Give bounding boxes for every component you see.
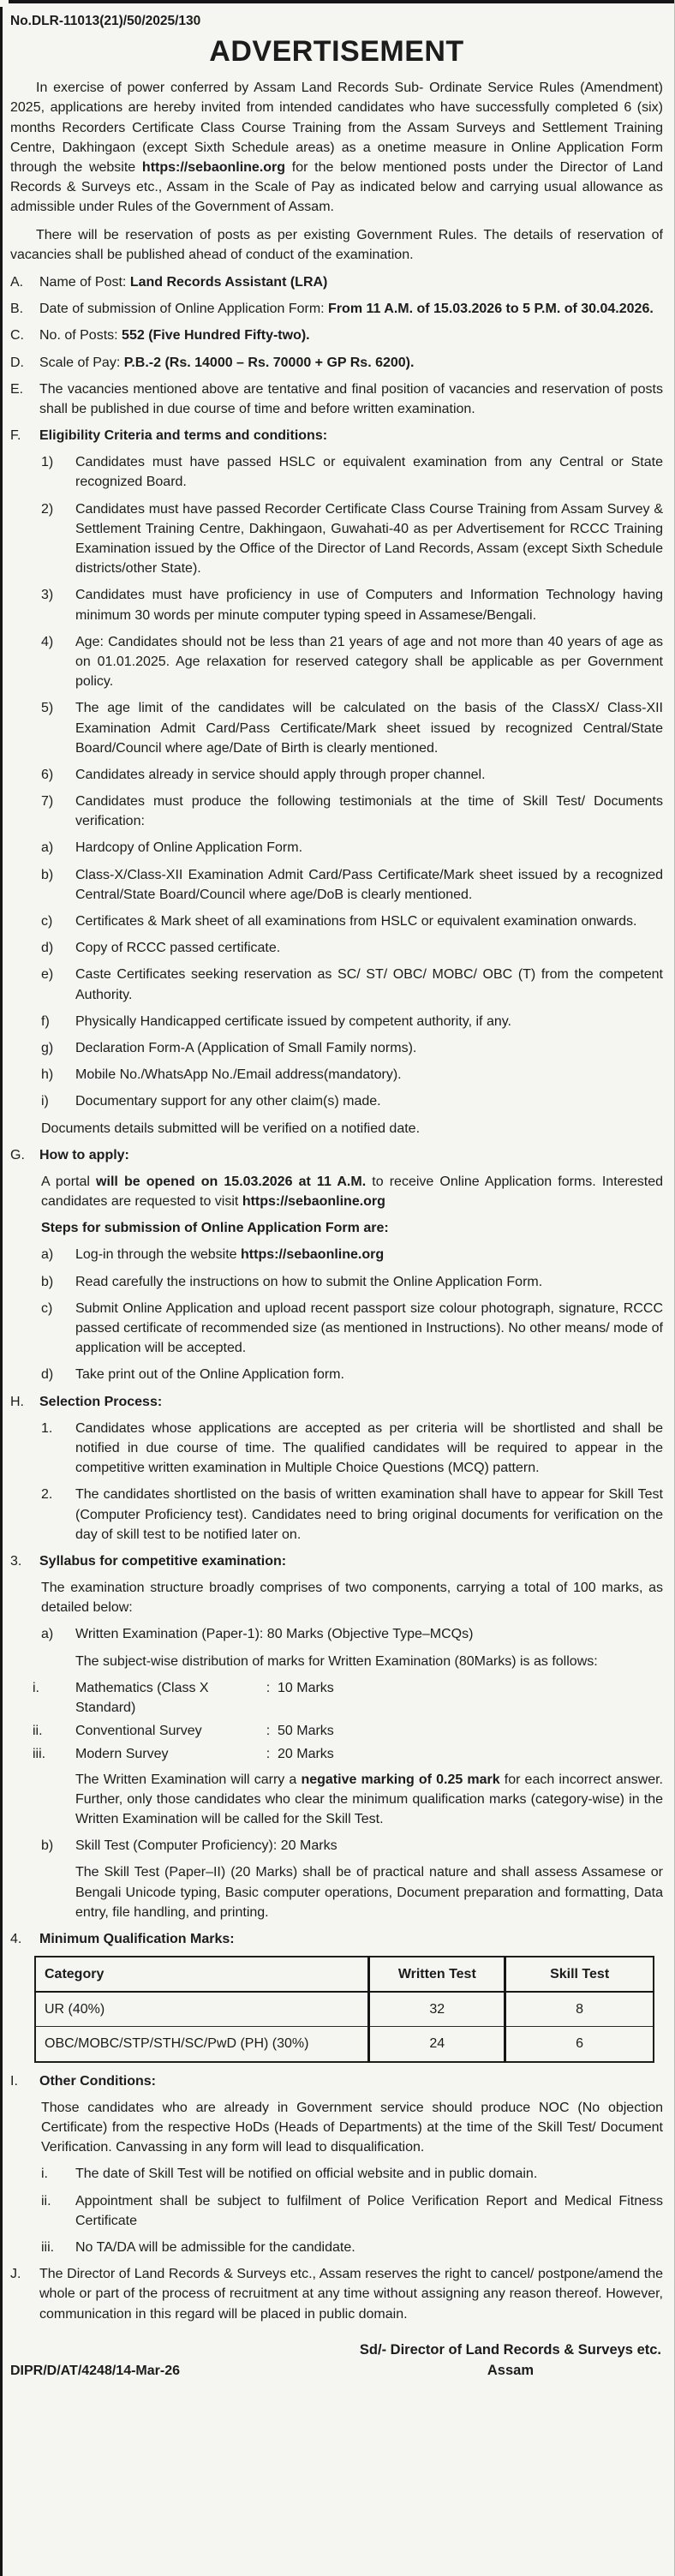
other-iii-label: iii. (41, 2239, 55, 2255)
marks-2-colon: : (266, 1724, 271, 1739)
scan-edge-left (0, 7, 3, 2576)
item-d-label: D. (10, 355, 24, 370)
website-url: https://sebaonline.org (141, 160, 286, 176)
eligibility-heading: Eligibility Criteria and terms and conditions: (39, 428, 328, 444)
document-h-text: Mobile No./WhatsApp No./Email address(mandatory). (75, 1067, 402, 1083)
signature-line-1: Sd/- Director of Land Records & Surveys etc. (359, 2341, 661, 2358)
qualification-table-header (35, 1957, 654, 1992)
document-b-label: b) (41, 867, 54, 882)
condition-4-label: 4) (41, 634, 54, 649)
skill-test-text: Skill Test (Computer Proficiency): 20 Marks (75, 1838, 338, 1854)
document-item-h (41, 1065, 663, 1085)
item-f-label: F. (10, 428, 21, 444)
step-a-label: a) (41, 1247, 54, 1263)
item-a-pre: Name of Post: (39, 274, 130, 290)
negative-pre: The Written Examination will carry a (75, 1772, 302, 1787)
marks-3-value: 20 Marks (278, 1747, 334, 1762)
signature-block (360, 2340, 661, 2382)
condition-3-label: 3) (41, 588, 54, 603)
page-title: ADVERTISEMENT (209, 35, 464, 69)
syllabus-heading: Syllabus for competitive examination: (39, 1553, 287, 1569)
item-d-body (39, 353, 663, 373)
item-h-heading-row (10, 1392, 663, 1412)
cell-obc-skill: 6 (505, 2027, 654, 2062)
marks-2-value: 50 Marks (278, 1724, 334, 1739)
other-conditions-heading: Other Conditions: (39, 2073, 156, 2089)
document-f-text: Physically Handicapped certificate issued by competent authority, if any. (75, 1013, 511, 1029)
intro-p1-post: for the below mentioned posts under the Director of Land Records & Surveys etc., Assam in the Scale of Pay as indicated below and carrying usual allowance as admissible under Rules of the Government of Assam. (10, 160, 664, 215)
other-condition-iii (41, 2238, 663, 2257)
scan-edge-top (9, 0, 675, 3)
item-e-label: E. (10, 381, 24, 397)
intro-paragraph-2: There will be reservation of posts as per existing Government Rules. The details of reservation of vacancies shall be published ahead of conduct of the examination. (10, 227, 663, 262)
written-exam-item (41, 1624, 663, 1644)
item-b-pre: Date of submission of Online Application Form: (39, 302, 329, 317)
skill-test-item (41, 1836, 663, 1856)
negative-marking-note (75, 1770, 663, 1830)
selection-process-heading: Selection Process: (39, 1394, 163, 1409)
other-ii-label: ii. (41, 2193, 51, 2208)
posts-count-value: 552 (Five Hundred Fifty-two). (122, 328, 310, 344)
condition-item-4 (41, 632, 663, 692)
steps-heading: Steps for submission of Online Application Form are: (41, 1221, 389, 1236)
marks-1-label: i. (33, 1680, 39, 1695)
item-a-body (39, 272, 663, 292)
condition-1-label: 1) (41, 455, 54, 470)
documents-list (10, 838, 663, 1111)
item-c-pre: No. of Posts: (39, 328, 122, 344)
marks-3-label: iii. (33, 1747, 46, 1762)
cell-ur-category: UR (40%) (35, 1992, 369, 2027)
written-exam-text: Written Examination (Paper-1): 80 Marks (Objective Type–MCQs) (75, 1627, 474, 1642)
table-row-obc (35, 2027, 654, 2062)
other-conditions-list (10, 2164, 663, 2257)
step-item-c (41, 1299, 663, 1359)
portal-url: https://sebaonline.org (242, 1194, 385, 1210)
document-e-text: Caste Certificates seeking reservation as SC/ ST/ OBC/ MOBC/ OBC (T) from the competent Authority. (75, 967, 663, 1002)
selection-1-label: 1. (41, 1420, 53, 1436)
step-b-text: Read carefully the instructions on how to submit the Online Application Form. (75, 1274, 543, 1289)
eligibility-list (10, 452, 663, 831)
item-b (10, 299, 663, 319)
item-c-label: C. (10, 328, 24, 344)
step-item-b (41, 1272, 663, 1292)
document-a-text: Hardcopy of Online Application Form. (75, 840, 303, 856)
ref-number: No.DLR-11013(21)/50/2025/130 (10, 14, 201, 28)
steps-list (10, 1245, 663, 1384)
item-j-label: J. (10, 2267, 21, 2282)
condition-item-3 (41, 585, 663, 625)
step-c-text: Submit Online Application and upload recent passport size colour photograph, signature, RCCC passed certificate of recommended size (as mentioned in Instructions). No other means/ mode of application will be accepted. (75, 1300, 663, 1356)
post-name-value: Land Records Assistant (LRA) (129, 274, 328, 290)
condition-2-text: Candidates must have passed Recorder Certificate Class Course Training from Assam Survey & Settlement Training Centre, Dakhingaon, Guwahati-40 as per Advertisement for RCCC Training Examination issued by the Office of the Director of Land Records, Assam (except Sixth Schedule districts/other State). (75, 501, 663, 577)
condition-item-5 (41, 698, 663, 758)
step-a-url: https://sebaonline.org (241, 1247, 385, 1263)
item-e-body: The vacancies mentioned above are tentative and final position of vacancies and reservation of posts shall be published in due course of time and before written examination. (39, 381, 663, 416)
submission-dates-value: From 11 A.M. of 15.03.2026 to 5 P.M. of 30.04.2026. (328, 302, 654, 317)
skill-test-body: The Skill Test (Paper–II) (20 Marks) shall be of practical nature and shall assess Assamese or Bengali Unicode typing, Basic computer operations, Document preparation and formatting, Data entry, file handling, and printing. (75, 1865, 663, 1920)
other-i-text: The date of Skill Test will be notified on official website and in public domain. (75, 2167, 538, 2182)
document-g-label: g) (41, 1040, 54, 1055)
item-d-pre: Scale of Pay: (39, 355, 124, 370)
marks-1-value: 10 Marks (278, 1680, 334, 1695)
document-c-text: Certificates & Mark sheet of all examinations from HSLC or equivalent examination onwards. (75, 914, 637, 929)
intro-p1-pre: In exercise of power conferred by Assam Land Records Sub- Ordinate Service Rules (Amendment) 2025, applications are hereby invited from intended candidates who have successfully completed 6 (six) months Recorders Certificate Class Course Training from the Assam Surveys and Settlement Training Centre, Dakhingaon (except Sixth Schedule areas) as a onetime measure in Online Application Form through the website (10, 81, 663, 176)
step-d-label: d) (41, 1367, 54, 1383)
item-d (10, 353, 663, 373)
condition-item-1 (41, 452, 663, 492)
condition-1-text: Candidates must have passed HSLC or equivalent examination from any Central or State recognized Board. (75, 455, 663, 490)
document-a-label: a) (41, 840, 54, 856)
step-item-a (41, 1245, 663, 1264)
condition-item-2 (41, 499, 663, 579)
document-c-label: c) (41, 914, 53, 929)
step-a-pre: Log-in through the website (75, 1247, 242, 1263)
document-item-i (41, 1091, 663, 1111)
condition-4-text: Age: Candidates should not be less than 21 years of age and not more than 40 years of age as on 01.01.2025. Age relaxation for reserved category shall be applicable as per Government policy. (75, 634, 663, 690)
signature-line-2: Assam (487, 2363, 535, 2379)
header-category: Category (35, 1957, 369, 1992)
item-j (10, 2264, 663, 2324)
step-item-d (41, 1365, 663, 1384)
document-item-e (41, 965, 663, 1004)
marks-3-colon: : (266, 1747, 271, 1762)
item-g-label: G. (10, 1147, 25, 1162)
portal-mid: to receive Online Application forms. Interested candidates are requested to visit (41, 1174, 664, 1210)
syllabus-heading-row (10, 1551, 663, 1571)
footer-ref: DIPR/D/AT/4248/14-Mar-26 (10, 2364, 180, 2379)
other-conditions-heading-row (10, 2071, 663, 2091)
condition-5-label: 5) (41, 701, 54, 716)
skill-test-label: b) (41, 1838, 54, 1854)
cell-ur-skill: 8 (505, 1992, 654, 2027)
other-condition-ii (41, 2191, 663, 2231)
cell-obc-category: OBC/MOBC/STP/STH/SC/PwD (PH) (30%) (35, 2027, 369, 2062)
item-c-body (39, 326, 663, 345)
header-skill-test: Skill Test (505, 1957, 654, 1992)
document-d-label: d) (41, 941, 54, 956)
cell-obc-written: 24 (369, 2027, 505, 2062)
condition-2-label: 2) (41, 501, 54, 517)
document-i-label: i) (41, 1094, 49, 1109)
written-exam-body: The subject-wise distribution of marks for Written Examination (80Marks) is as follows: (75, 1653, 598, 1669)
other-condition-i (41, 2164, 663, 2184)
syllabus-intro: The examination structure broadly comprises of two components, carrying a total of 100 marks, as detailed below: (41, 1581, 663, 1616)
marks-row-3 (33, 1744, 663, 1764)
marks-3-subject: Modern Survey (75, 1747, 169, 1762)
condition-7-text: Candidates must produce the following testimonials at the time of Skill Test/ Documents verification: (75, 794, 663, 829)
header-written-test: Written Test (369, 1957, 505, 1992)
document-g-text: Declaration Form-A (Application of Small Family norms). (75, 1040, 417, 1055)
item-f-heading-row (10, 426, 663, 445)
how-to-apply-heading: How to apply: (39, 1147, 129, 1162)
document-footer (10, 2340, 663, 2382)
item-b-label: B. (10, 302, 24, 317)
document-item-g (41, 1038, 663, 1058)
qualification-label: 4. (10, 1931, 22, 1946)
item-a (10, 272, 663, 292)
marks-1-subject: Mathematics (Class X Standard) (75, 1680, 209, 1716)
condition-6-label: 6) (41, 767, 54, 782)
selection-points (10, 1419, 663, 1545)
condition-6-text: Candidates already in service should apply through proper channel. (75, 767, 486, 782)
document-item-f (41, 1012, 663, 1031)
cell-ur-written: 32 (369, 1992, 505, 2027)
condition-5-text: The age limit of the candidates will be calculated on the basis of the ClassX/ Class-XII Examination Admit Card/Pass Certificate/Mark sheet issued by recognized Central/State Board/Council where age/Date of Birth is clearly mentioned. (75, 701, 663, 756)
marks-2-subject: Conventional Survey (75, 1724, 202, 1739)
other-ii-text: Appointment shall be subject to fulfilment of Police Verification Report and Medical Fitness Certificate (75, 2193, 663, 2228)
written-exam-label: a) (41, 1627, 54, 1642)
portal-open-date: will be opened on 15.03.2026 at 11 A.M. (96, 1174, 367, 1189)
item-e (10, 380, 663, 419)
item-a-label: A. (10, 274, 24, 290)
documents-note: Documents details submitted will be verified on a notified date. (41, 1121, 421, 1136)
how-to-apply-intro (41, 1172, 663, 1211)
qualification-table (34, 1956, 654, 2063)
item-j-text: The Director of Land Records & Surveys etc., Assam reserves the right to cancel/ postpone/amend the whole or part of the process of recruitment at any time without assigning any reason thereof. However, communication in this regard will be placed in public domain. (39, 2267, 663, 2322)
pay-scale-value: P.B.-2 (Rs. 14000 – Rs. 70000 + GP Rs. 6200). (123, 355, 415, 370)
marks-1-colon: : (266, 1680, 271, 1695)
step-c-label: c) (41, 1300, 53, 1316)
syllabus-label: 3. (10, 1553, 22, 1569)
marks-2-label: ii. (33, 1724, 43, 1739)
marks-row-2 (33, 1721, 663, 1741)
qualification-heading-row (10, 1929, 663, 1949)
item-h-label: H. (10, 1394, 24, 1409)
marks-distribution (10, 1678, 663, 1765)
portal-pre: A portal (41, 1174, 97, 1189)
selection-point-2 (41, 1485, 663, 1545)
intro-paragraph-1 (10, 78, 663, 217)
selection-2-text: The candidates shortlisted on the basis of written examination shall have to appear for Skill Test (Computer Proficiency test). Candidates need to bring original documents for verification on the day of skill test to be notified later on. (75, 1487, 663, 1542)
item-g-heading-row (10, 1145, 663, 1165)
document-e-label: e) (41, 967, 54, 983)
selection-1-text: Candidates whose applications are accepted as per criteria will be shortlisted and shall be notified in due course of time. The qualified candidates will be required to appear in the competitive written examination in Multiple Choice Questions (MCQ) pattern. (75, 1420, 663, 1476)
document-i-text: Documentary support for any other claim(s) made. (75, 1094, 381, 1109)
table-row-ur (35, 1992, 654, 2027)
item-c (10, 326, 663, 345)
selection-2-label: 2. (41, 1487, 53, 1503)
other-iii-text: No TA/DA will be admissible for the candidate. (75, 2239, 355, 2255)
condition-item-6 (41, 765, 663, 785)
step-b-label: b) (41, 1274, 54, 1289)
negative-marking-value: negative marking of 0.25 mark (301, 1772, 500, 1787)
step-d-text: Take print out of the Online Application form. (75, 1367, 344, 1383)
document-f-label: f) (41, 1013, 50, 1029)
document-b-text: Class-X/Class-XII Examination Admit Card/Pass Certificate/Mark sheet issued by a recognized Central/State Board/Council where age/DoB is clearly mentioned. (75, 867, 663, 902)
document-item-d (41, 938, 663, 958)
selection-point-1 (41, 1419, 663, 1479)
other-i-label: i. (41, 2167, 48, 2182)
other-conditions-label: I. (10, 2073, 18, 2089)
document-h-label: h) (41, 1067, 54, 1083)
qualification-heading: Minimum Qualification Marks: (39, 1931, 235, 1946)
condition-7-label: 7) (41, 794, 54, 810)
item-b-body (39, 299, 663, 319)
negative-post: for each incorrect answer. Further, only those candidates who clear the minimum qualification marks (category-wise) in the Written Examination will be called for the Skill Test. (75, 1772, 664, 1826)
step-a-text (75, 1245, 663, 1264)
condition-item-7 (41, 792, 663, 831)
marks-row-1 (33, 1678, 663, 1718)
document-item-a (41, 838, 663, 858)
document-d-text: Copy of RCCC passed certificate. (75, 941, 281, 956)
condition-3-text: Candidates must have proficiency in use of Computers and Information Technology having minimum 30 words per minute computer typing speed in Assamese/Bengali. (75, 588, 663, 623)
other-conditions-body: Those candidates who are already in Government service should produce NOC (No objection Certificate) from the respective HoDs (Heads of Departments) at the time of the Skill Test/ Document Verification. Canvassing in any form will lead to disqualification. (41, 2100, 663, 2155)
document-item-b (41, 865, 663, 905)
document-item-c (41, 911, 663, 931)
